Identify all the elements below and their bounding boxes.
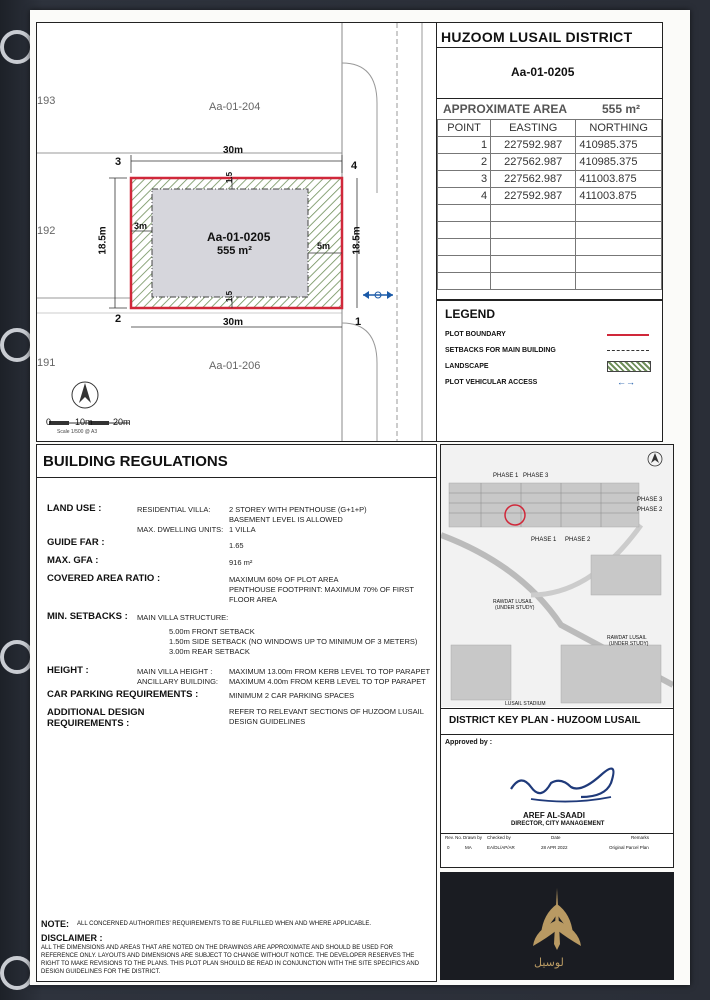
key-rawdat-1: RAWDAT LUSAIL (493, 599, 533, 605)
key-phase-1: PHASE 1 (493, 473, 519, 479)
title-block (436, 22, 663, 100)
lusail-logo-block (440, 872, 674, 980)
rev-remarks: Original Parcel Plan (609, 845, 649, 850)
setback-front-label: 5m (317, 241, 331, 251)
disclaimer-line-4: DESIGN GUIDELINES FOR THE DISTRICT. (41, 969, 161, 975)
legend-panel (436, 300, 663, 442)
legend-item-access: PLOT VEHICULAR ACCESS (445, 379, 538, 386)
approx-area-value: 555 m² (602, 102, 641, 116)
cell-northing: 410985.375 (576, 154, 662, 171)
parking-label: CAR PARKING REQUIREMENTS : (47, 689, 199, 700)
covered-area-3: FLOOR AREA (229, 595, 277, 604)
dim-left: 18.5m (97, 226, 109, 255)
cell-northing: 411003.875 (576, 188, 662, 205)
plot-plan-sheet (30, 10, 690, 985)
table-row (438, 239, 662, 256)
rev-no: 0 (447, 845, 450, 850)
setback-front: 5.00m FRONT SETBACK (169, 627, 255, 636)
land-use-basement: BASEMENT LEVEL IS ALLOWED (229, 515, 343, 524)
table-row (438, 273, 662, 290)
plot-area-label: 555 m² (217, 245, 252, 257)
additional-label-1: ADDITIONAL DESIGN (47, 707, 145, 718)
approver-role: DIRECTOR, CITY MANAGEMENT (511, 821, 605, 827)
parking-value: MINIMUM 2 CAR PARKING SPACES (229, 691, 355, 700)
key-phase-3: PHASE 3 (523, 473, 549, 479)
covered-area-1: MAXIMUM 60% OF PLOT AREA (229, 575, 339, 584)
scale-tick-20: 20m (113, 417, 131, 427)
key-stadium: LUSAIL STADIUM (505, 701, 546, 707)
legend-item-landscape: LANDSCAPE (445, 363, 489, 370)
covered-area-label: COVERED AREA RATIO : (47, 573, 161, 584)
table-header-row (438, 120, 662, 137)
table-row (438, 188, 662, 205)
binder-ring (0, 30, 34, 64)
cell-point: 4 (438, 188, 491, 205)
setback-side: 1.50m SIDE SETBACK (NO WINDOWS UP TO MINIMUM OF 3 METERS) (169, 637, 418, 646)
key-phase-2: PHASE 2 (637, 507, 663, 513)
table-row (438, 154, 662, 171)
table-row (438, 205, 662, 222)
height-anc-value: MAXIMUM 4.00m FROM KERB LEVEL TO TOP PARAPET (229, 677, 426, 686)
regulations-title: BUILDING REGULATIONS (43, 453, 228, 470)
land-use-value: 2 STOREY WITH PENTHOUSE (G+1+P) (229, 505, 367, 514)
note-text: ALL CONCERNED AUTHORITIES' REQUIREMENTS TO BE FULFILLED WHEN AND WHERE APPLICABLE. (77, 921, 372, 927)
signature-image (501, 753, 631, 809)
cell-easting: 227562.987 (491, 154, 576, 171)
key-plan-panel (440, 444, 674, 736)
legend-access-icon: ←→ (617, 377, 635, 387)
scale-tick-10: 10m (75, 417, 93, 427)
land-use-label: LAND USE : (47, 503, 102, 514)
key-rawdat-2b: (UNDER STUDY) (609, 641, 649, 647)
max-units-label: MAX. DWELLING UNITS: (137, 525, 224, 534)
setback-rear: 3.00m REAR SETBACK (169, 647, 250, 656)
block-label-193: 193 (37, 95, 56, 107)
binder-ring (0, 640, 34, 674)
key-rawdat-2: RAWDAT LUSAIL (607, 635, 647, 641)
binder-ring (0, 328, 34, 362)
dim-top: 30m (223, 145, 244, 156)
lusail-logo-text: لوسيل (534, 956, 564, 969)
site-plan-panel (36, 22, 437, 442)
legend-title: LEGEND (445, 307, 496, 321)
coordinates-panel (436, 98, 663, 300)
dim-bottom: 30m (223, 317, 244, 328)
scale-note: Scale 1/500 @ A3 (57, 429, 98, 435)
cell-northing: 411003.875 (576, 171, 662, 188)
disclaimer-label: DISCLAIMER : (41, 933, 103, 943)
cell-easting: 227592.987 (491, 137, 576, 154)
plot-id: Aa-01-0205 (511, 65, 575, 79)
disclaimer-line-3: RIGHT TO MAKE REVISIONS TO THE PLANS. THIS PLOT PLAN SHOULD BE READ IN CONJUNCTION WITH THE SITE SPECIFICS AND (41, 961, 420, 967)
lusail-logo-icon (527, 884, 587, 954)
height-main-value: MAXIMUM 13.00m FROM KERB LEVEL TO TOP PARAPET (229, 667, 431, 676)
rev-date: 28 APR 2022 (541, 845, 568, 850)
cell-easting: 227592.987 (491, 188, 576, 205)
key-phase-3b: PHASE 3 (637, 497, 663, 503)
header-point: POINT (438, 120, 491, 137)
land-use-type: RESIDENTIAL VILLA: (137, 505, 211, 514)
rev-drawn: MA (465, 845, 472, 850)
setbacks-label: MIN. SETBACKS : (47, 611, 128, 622)
legend-boundary-swatch (607, 334, 649, 336)
cell-point: 2 (438, 154, 491, 171)
block-label-191: 191 (37, 357, 56, 369)
covered-area-2: PENTHOUSE FOOTPRINT: MAXIMUM 70% OF FIRST (229, 585, 415, 594)
key-phase-mid: PHASE 1 (531, 537, 557, 543)
disclaimer-line-2: REFERENCE ONLY. LAYOUTS AND DIMENSIONS ARE SUBJECT TO CHANGE WITHOUT NOTICE. THE DEVELOPER RESERVES THE (41, 953, 415, 959)
corner-4: 4 (351, 160, 358, 172)
block-label-192: 192 (37, 225, 56, 237)
max-units-value: 1 VILLA (229, 525, 256, 534)
key-rawdat-1b: (UNDER STUDY) (495, 605, 535, 611)
table-row (438, 222, 662, 239)
cell-northing: 410985.375 (576, 137, 662, 154)
gfa-label: MAX. GFA : (47, 555, 99, 566)
key-plan-caption: DISTRICT KEY PLAN - HUZOOM LUSAIL (449, 715, 641, 726)
neighbor-plot-top: Aa-01-204 (209, 101, 261, 113)
approval-panel (440, 734, 674, 868)
setback-side-top: 1.5 (225, 171, 235, 184)
cell-easting: 227562.987 (491, 171, 576, 188)
binder-ring (0, 956, 34, 990)
approver-name: AREF AL-SAADI (523, 811, 585, 820)
rev-header-date: Date (551, 835, 561, 840)
scale-tick-0: 0 (46, 417, 52, 427)
legend-setback-swatch (607, 350, 649, 351)
corner-3: 3 (115, 156, 122, 168)
neighbor-plot-bottom: Aa-01-206 (209, 360, 261, 372)
table-row (438, 256, 662, 273)
district-title: HUZOOM LUSAIL DISTRICT (441, 29, 633, 45)
height-anc-label: ANCILLARY BUILDING: (137, 677, 219, 686)
legend-item-setbacks: SETBACKS FOR MAIN BUILDING (445, 347, 556, 354)
approx-area-label: APPROXIMATE AREA (443, 102, 568, 116)
height-label: HEIGHT : (47, 665, 89, 676)
rev-header-checked: Checked by (487, 835, 511, 840)
far-label: GUIDE FAR : (47, 537, 105, 548)
cell-point: 3 (438, 171, 491, 188)
note-label: NOTE: (41, 919, 69, 929)
plot-label: Aa-01-0205 (207, 230, 271, 244)
key-phase-mid2: PHASE 2 (565, 537, 591, 543)
approved-by-label: Approved by : (445, 739, 493, 746)
setback-side-bottom: 1.5 (225, 290, 235, 303)
rev-header-drawn: Drawn by (463, 835, 483, 840)
legend-item-boundary: PLOT BOUNDARY (445, 331, 506, 338)
rev-header-no: Rev. No. (445, 835, 463, 840)
far-value: 1.65 (229, 541, 244, 550)
header-easting: EASTING (491, 120, 576, 137)
coordinates-table (437, 119, 662, 290)
header-northing: NORTHING (576, 120, 662, 137)
corner-1: 1 (355, 316, 362, 328)
table-row (438, 171, 662, 188)
disclaimer-line-1: ALL THE DIMENSIONS AND AREAS THAT ARE NOTED ON THE DRAWINGS ARE APPROXIMATE AND SHOULD BE USED FOR (41, 945, 393, 951)
additional-value-1: REFER TO RELEVANT SECTIONS OF HUZOOM LUSAIL (229, 707, 424, 716)
corner-2: 2 (115, 313, 122, 325)
setback-rear-label: 3m (134, 221, 148, 231)
gfa-value: 916 m² (229, 558, 253, 567)
cell-point: 1 (438, 137, 491, 154)
dim-right: 18.5m (351, 226, 363, 255)
additional-value-2: DESIGN GUIDELINES (229, 717, 306, 726)
building-regulations-panel (36, 444, 437, 982)
legend-landscape-swatch (607, 361, 651, 372)
additional-label-2: REQUIREMENTS : (47, 718, 130, 729)
height-main-label: MAIN VILLA HEIGHT : (137, 667, 213, 676)
rev-checked: EA/DL/AP/AR (487, 845, 515, 850)
key-plan-map (441, 445, 673, 707)
setbacks-sub: MAIN VILLA STRUCTURE: (137, 613, 229, 622)
table-row (438, 137, 662, 154)
rev-header-remarks: Remarks (631, 835, 650, 840)
